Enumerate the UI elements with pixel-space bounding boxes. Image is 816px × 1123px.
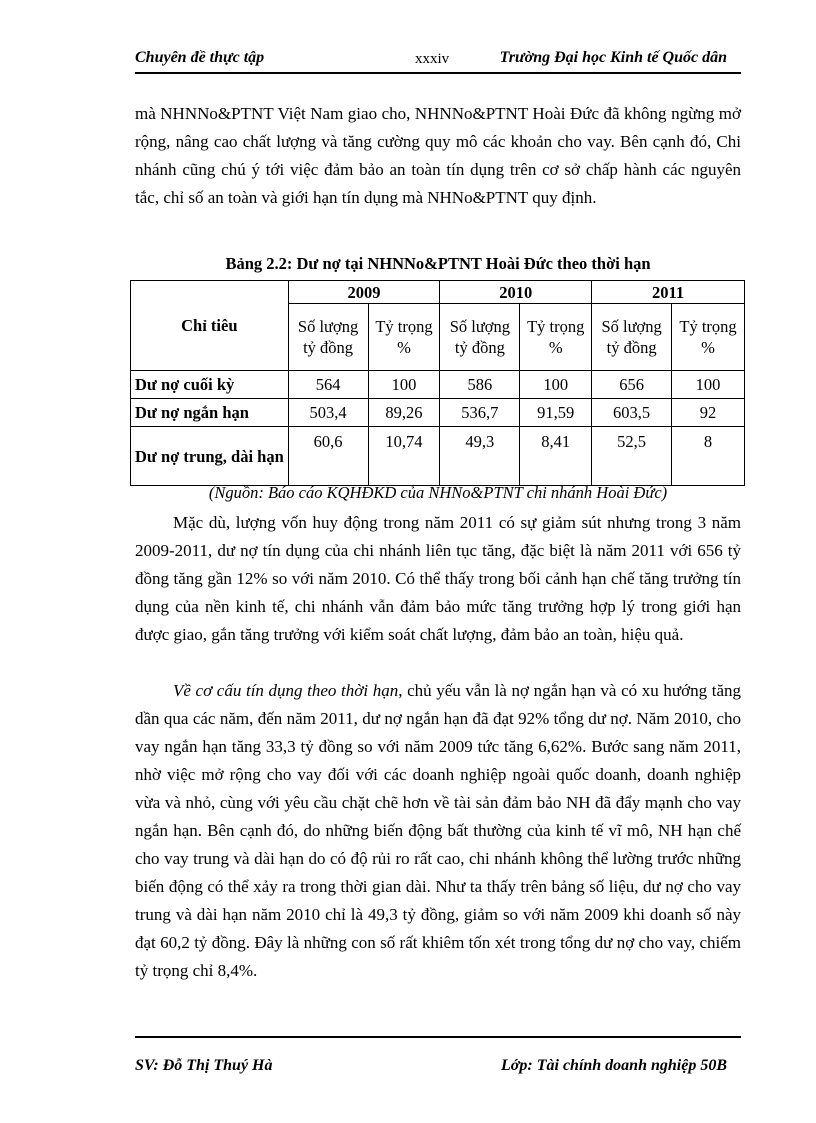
table-row xyxy=(131,427,745,486)
table-cell: 49,3 xyxy=(440,427,520,486)
row-label: Dư nợ trung, dài hạn xyxy=(131,427,289,486)
subheader-amount: Số lượng tỷ đồng xyxy=(592,304,672,371)
table-cell: 603,5 xyxy=(592,399,672,427)
subheader-amount: Số lượng tỷ đồng xyxy=(288,304,368,371)
table-cell: 52,5 xyxy=(592,427,672,486)
paragraph-credit-growth: Mặc dù, lượng vốn huy động trong năm 2011 có sự giảm sút nhưng trong 3 năm 2009-2011, dư nợ tín dụng của chi nhánh liên tục tăng, đặc biệt là năm 2011 với 656 tỷ đồng tăng gần 12% so với năm 2010. Có thể thấy trong bối cảnh hạn chế tăng trưởng tín dụng của nền kinh tế, chi nhánh vẫn đảm bảo mức tăng trưởng hợp lý trong giới hạn được giao, gắn tăng trưởng với kiểm soát chất lượng, đảm bảo an toàn, hiệu quả. xyxy=(135,513,741,644)
table-cell: 91,59 xyxy=(520,399,592,427)
header-year-2010: 2010 xyxy=(440,281,592,304)
table-cell: 8,41 xyxy=(520,427,592,486)
row-label: Dư nợ cuối kỳ xyxy=(131,371,289,399)
paragraph-intro: mà NHNNo&PTNT Việt Nam giao cho, NHNNo&PTNT Hoài Đức đã không ngừng mở rộng, nâng cao chất lượng và tăng cường quy mô các khoản cho vay. Bên cạnh đó, Chi nhánh cũng chú ý tới việc đảm bảo an toàn tín dụng trên cơ sở chấp hành các nguyên tắc, chỉ số an toàn và giới hạn tín dụng mà NHNo&PTNT quy định. xyxy=(135,104,741,207)
table-header-row xyxy=(131,281,745,304)
table-cell: 89,26 xyxy=(368,399,440,427)
header-university: Trường Đại học Kinh tế Quốc dân xyxy=(499,49,727,66)
header-year-2009: 2009 xyxy=(288,281,440,304)
table-cell: 8 xyxy=(672,427,745,486)
table-cell: 100 xyxy=(368,371,440,399)
header-year-2011: 2011 xyxy=(592,281,745,304)
subheader-share: Tỷ trọng % xyxy=(368,304,440,371)
table-cell: 564 xyxy=(288,371,368,399)
table-row xyxy=(131,371,745,399)
paragraph-credit-structure xyxy=(135,677,741,985)
page-header xyxy=(135,46,741,74)
table-title: Bảng 2.2: Dư nợ tại NHNNo&PTNT Hoài Đức theo thời hạn xyxy=(225,254,651,273)
table-cell: 536,7 xyxy=(440,399,520,427)
table-row xyxy=(131,399,745,427)
header-document-title: Chuyên đề thực tập xyxy=(135,49,265,66)
debt-by-term-table xyxy=(130,280,745,486)
table-source-note: (Nguồn: Báo cáo KQHĐKD của NHNo&PTNT chi nhánh Hoài Đức) xyxy=(208,483,668,502)
paragraph-body: , chủ yếu vẫn là nợ ngắn hạn và có xu hướng tăng dần qua các năm, đến năm 2011, dư nợ ngắn hạn đã đạt 92% tổng dư nợ. Năm 2010, cho vay ngắn hạn tăng 33,3 tỷ đồng so với năm 2009 tức tăng 6,62%. Bước sang năm 2011, nhờ việc mở rộng cho vay đối với các doanh nghiệp ngoài quốc doanh, doanh nghiệp vừa và nhỏ, cùng với yêu cầu chặt chẽ hơn về tài sản đảm bảo NH đã đẩy mạnh cho vay ngắn hạn. Bên cạnh đó, do những biến động bất thường của kinh tế vĩ mô, NH hạn chế cho vay trung và dài hạn do có độ rủi ro rất cao, chi nhánh không thể lường trước những biến động có thể xảy ra trong thời gian dài. Như ta thấy trên bảng số liệu, dư nợ cho vay trung và dài hạn năm 2010 chỉ là 49,3 tỷ đồng, giảm so với năm 2009 khi doanh số này đạt 60,2 tỷ đồng. Đây là những con số rất khiêm tốn xét trong tổng dư nợ cho vay, chiếm tỷ trọng chỉ 8,4%. xyxy=(135,681,741,980)
table-cell: 92 xyxy=(672,399,745,427)
table-cell: 503,4 xyxy=(288,399,368,427)
row-label: Dư nợ ngắn hạn xyxy=(131,399,289,427)
table-cell: 100 xyxy=(520,371,592,399)
table-cell: 656 xyxy=(592,371,672,399)
footer-class: Lớp: Tài chính doanh nghiệp 50B xyxy=(501,1057,727,1074)
table-cell: 10,74 xyxy=(368,427,440,486)
header-indicator: Chỉ tiêu xyxy=(131,281,289,371)
footer-divider xyxy=(135,1036,741,1038)
header-page-number: xxxiv xyxy=(415,51,450,67)
subheader-share: Tỷ trọng % xyxy=(520,304,592,371)
table-cell: 60,6 xyxy=(288,427,368,486)
subheader-amount: Số lượng tỷ đồng xyxy=(440,304,520,371)
table-cell: 100 xyxy=(672,371,745,399)
table-cell: 586 xyxy=(440,371,520,399)
paragraph-lead-italic: Về cơ cấu tín dụng theo thời hạn xyxy=(173,681,399,700)
footer-student: SV: Đỗ Thị Thuý Hà xyxy=(135,1057,273,1074)
subheader-share: Tỷ trọng % xyxy=(672,304,745,371)
